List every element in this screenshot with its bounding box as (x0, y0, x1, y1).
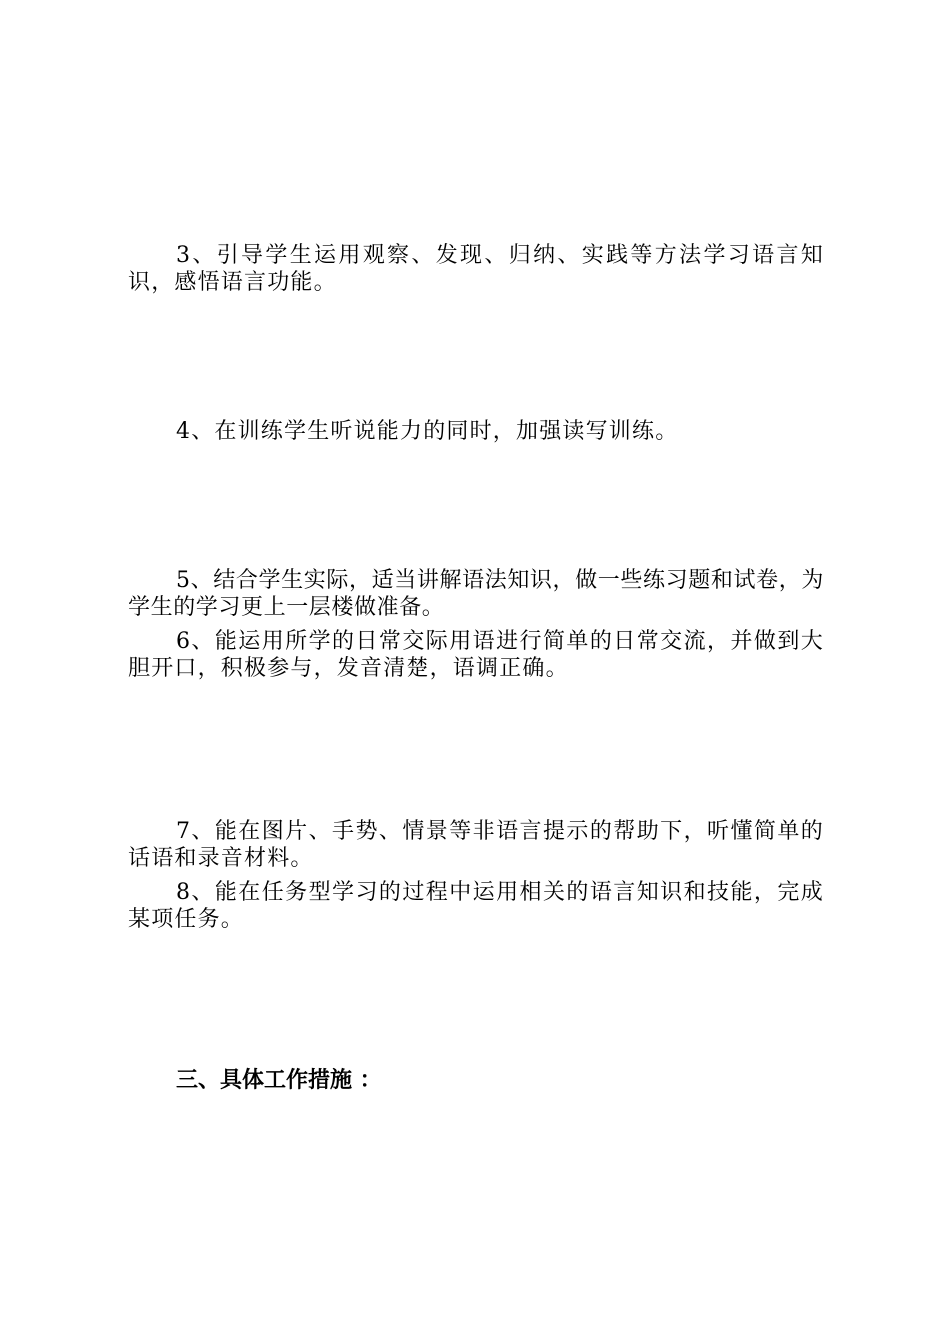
paragraph-item-8: 8、能在任务型学习的过程中运用相关的语言知识和技能，完成某项任务。 (128, 880, 824, 932)
paragraph-item-4: 4、在训练学生听说能力的同时，加强读写训练。 (176, 419, 679, 444)
section-heading: 三、具体工作措施 ： (176, 1068, 382, 1093)
paragraph-item-3: 3、引导学生运用观察、发现、归纳、实践等方法学习语言知识，感悟语言功能。 (128, 243, 824, 295)
paragraph-item-6: 6、能运用所学的日常交际用语进行简单的日常交流，并做到大胆开口，积极参与，发音清楚，语调正确。 (128, 629, 824, 681)
paragraph-item-7: 7、能在图片、手势、情景等非语言提示的帮助下，听懂简单的话语和录音材料。 (128, 819, 824, 871)
paragraph-item-5: 5、结合学生实际，适当讲解语法知识，做一些练习题和试卷，为学生的学习更上一层楼做准备。 (128, 568, 824, 620)
